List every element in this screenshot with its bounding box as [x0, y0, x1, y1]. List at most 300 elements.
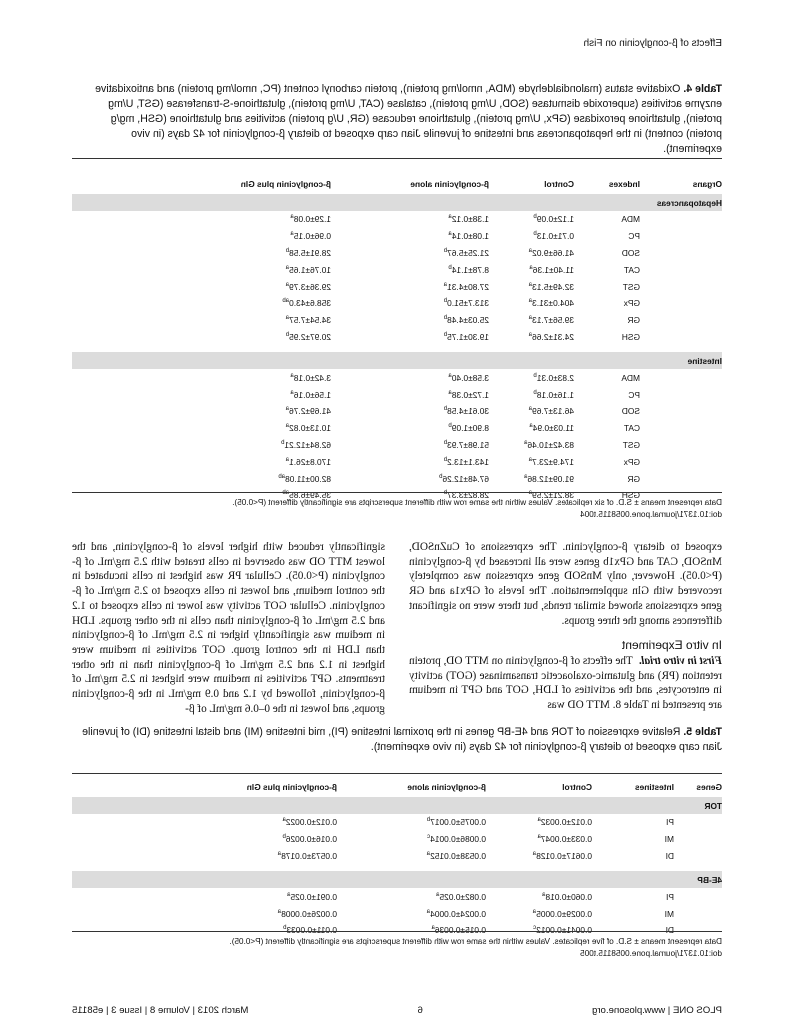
table4-value: 20.97±2.95 [289, 331, 331, 342]
table4-cell-index: GR [627, 315, 640, 326]
table4-cell-value [331, 278, 489, 295]
table4-cell-value [72, 420, 331, 437]
table4-cell-index: GSH [621, 331, 640, 342]
table4-cell-value [331, 329, 489, 346]
table4-superscript: a [290, 231, 294, 238]
table4-superscript: b [533, 231, 537, 238]
table5-superscript: b [282, 834, 286, 841]
table4-cell-empty [640, 312, 722, 329]
table4-section-row [72, 194, 722, 211]
table5-header-cell: β-conglycinin alone [407, 781, 486, 792]
table4-superscript: b [281, 440, 285, 447]
table5-note-text: Data represent means ± S.D. of five replicates. Values within the same row with different superscripts are significantly different (P<0.05). [229, 937, 722, 946]
table4-cell-value [72, 470, 331, 487]
table4-superscript: b [443, 315, 448, 322]
table5-superscript: a [287, 891, 291, 898]
table5-cell-value [72, 831, 337, 848]
table4-value: 34.54±7.57 [289, 315, 331, 326]
table4-value: 19.30±1.75 [447, 331, 489, 342]
table5-value: 0.060±0.018 [545, 891, 592, 902]
table4-superscript: ab [282, 298, 290, 305]
table4-label: Table 4. [683, 83, 722, 95]
table5-cell-empty [674, 814, 722, 831]
table5-superscript: b [283, 925, 287, 932]
table4-value: 404.0±31.3 [532, 298, 574, 309]
table5-value: 0.0075±0.0017 [430, 817, 486, 828]
table4-grid [72, 173, 722, 504]
table4-cell-value [489, 278, 574, 295]
table4-cell-value [72, 369, 331, 386]
table5-cell-index: DI [665, 850, 674, 861]
table4-superscript: b [443, 456, 448, 463]
table4-value: 143.1±13.2 [447, 456, 489, 467]
table5-superscript: a [431, 925, 435, 932]
table5-note [72, 936, 722, 960]
table4-superscript: a [448, 372, 452, 379]
table4-superscript: a [285, 423, 290, 430]
table5-cell-index: DI [665, 925, 674, 936]
table4-value: 3.58±0.40 [451, 372, 489, 383]
table4-cell-value [72, 312, 331, 329]
table4-row [72, 278, 722, 295]
table4-superscript: b [443, 248, 448, 255]
table5-superscript: a [277, 908, 282, 915]
table4-superscript: ab [278, 473, 286, 480]
table4-row [72, 261, 722, 278]
table4-cell-empty [640, 369, 722, 386]
table4-cell-index: MDA [621, 214, 640, 225]
table4-superscript: b [443, 406, 448, 413]
table4-superscript: b [448, 423, 452, 430]
table5-superscript: a [537, 834, 541, 841]
table5-label: Table 5. [683, 726, 722, 738]
table4-cell-value [331, 295, 489, 312]
table4-value: 0.71±0.13 [536, 231, 574, 242]
table4-cell-value [331, 420, 489, 437]
table4-cell-value [489, 211, 574, 228]
table4-cell-index: SOD [621, 247, 640, 258]
table4-cell-value [489, 453, 574, 470]
body-right-paragraph: significantly reduced with higher levels of β-conglycinin, and the lowest MTT OD was observed in cells treated with 2.5 mg/mL of β-conglycinin (P<0.05). Cellular PR was highest in cells incubated in the control medium, and lowest in cells exposed to 2.5 mg/mL of β-conglycinin. Cellular GOT activity was lower in cells exposed to 1.2 and 2.5 mg/mL of β-conglycinin than cells in the other groups. LDH in medium was significantly higher in 2.5 mg/mL of β-conglycinin than LDH in the control group. GOT activities in medium were highest in 1.2 and 2.5 mg/mL of β-conglycinin than in the other treatments. GPT activities in medium were highest in 2.5 mg/mL of β-conglycinin, followed by 1.2 and 0.9 mg/mL in the β-conglycinin groups, and lowest in the 0–0.6 mg/mL of β- [72, 541, 385, 715]
table5-row [72, 905, 722, 922]
table4-cell-value [331, 386, 489, 403]
table4-value: 8.90±1.09 [451, 423, 489, 434]
table4-superscript: a [529, 264, 533, 271]
table4-note-text: Data represent means ± S.D. of six replicates. Values within the same row with different superscripts are significantly different (P<0.05). [232, 498, 722, 507]
table4-cell-value [489, 470, 574, 487]
table4-superscript: b [443, 332, 448, 339]
table4-cell-value [331, 437, 489, 454]
table4-superscript: b [285, 248, 290, 255]
table4-superscript: a [285, 281, 290, 288]
table5-row [72, 888, 722, 905]
table5-superscript: a [426, 908, 431, 915]
table4-note [72, 497, 722, 521]
table4-value: 39.56±7.13 [532, 315, 574, 326]
table4-cell-value [331, 403, 489, 420]
table4-cell-empty [640, 403, 722, 420]
table5-value: 0.012±0.0022 [285, 817, 337, 828]
table4-superscript: a [448, 214, 452, 221]
table4-cell-value [72, 329, 331, 346]
table5-spacer-cell [72, 864, 722, 871]
table4-value: 35.49±6.85 [289, 490, 331, 501]
table4-row [72, 403, 722, 420]
table5-value: 0.082±0.025 [439, 891, 486, 902]
table4-value: 38.21±2.59 [532, 490, 574, 501]
table5-value: 0.0538±0.0152 [430, 850, 486, 861]
table5-cell-value [337, 888, 486, 905]
table4-section-row [72, 352, 722, 369]
table4-cell-value [489, 437, 574, 454]
table5-bottom-rule [72, 931, 722, 932]
table4-superscript: a [528, 248, 533, 255]
table4-value: 41.66±9.02 [532, 247, 574, 258]
table5-value: 0.0024±0.0004 [430, 908, 486, 919]
table4-value: 83.42±10.46 [527, 439, 574, 450]
table4-cell-index: GSH [621, 490, 640, 501]
table4-row [72, 329, 722, 346]
table4-value: 62.84±12.21 [284, 439, 331, 450]
table4-cell-empty [640, 261, 722, 278]
table4-superscript: a [285, 406, 290, 413]
table5-value: 0.0617±0.0128 [536, 850, 592, 861]
table4-cell-value [489, 403, 574, 420]
table4-superscript: a [528, 332, 533, 339]
table5-superscript: a [542, 891, 546, 898]
running-title: Effects of β-conglycinin on Fish [583, 38, 722, 49]
table5-superscript: a [277, 851, 282, 858]
table4-caption [75, 82, 722, 157]
table4-cell-index: MDA [621, 372, 640, 383]
table5-cell-value [72, 888, 337, 905]
table5-caption [75, 725, 722, 755]
table5-row [72, 848, 722, 865]
table4-superscript: a [285, 264, 290, 271]
table4-value: 1.56±0.16 [293, 389, 331, 400]
table5-value: 0.011±0.0033 [286, 925, 337, 936]
table5-superscript: a [537, 817, 541, 824]
table5-cell-empty [674, 831, 722, 848]
table5-header-cell: Intestines [634, 781, 674, 792]
table4-superscript: b [439, 473, 443, 480]
table4-value: 28.91±5.58 [289, 247, 331, 258]
footer-issue: March 2013 | Volume 8 | Issue 3 | e58115 [72, 1005, 249, 1016]
table4-spacer-row [72, 345, 722, 352]
table4-value: 91.09±12.86 [527, 473, 574, 484]
table4-value: 27.80±4.31 [447, 281, 489, 292]
table4-cell-empty [640, 470, 722, 487]
table5-cell-value [486, 888, 592, 905]
table4-superscript: a [528, 490, 533, 497]
table5-grid [72, 776, 722, 939]
table4-superscript: a [448, 389, 452, 396]
table4-cell-empty [640, 329, 722, 346]
table5-superscript: c [427, 834, 431, 841]
table4-cell-value [489, 369, 574, 386]
table4-cell-value [72, 386, 331, 403]
table4-superscript: a [285, 315, 290, 322]
table4-value: 29.36±3.79 [289, 281, 331, 292]
table4-value: 67.48±12.26 [442, 473, 489, 484]
page-footer [72, 1005, 722, 1016]
table4-cell-value [489, 228, 574, 245]
table5-header-cell: β-conglycinin plus Gln [246, 781, 337, 792]
table4-cell-value [72, 261, 331, 278]
table5-cell-value [337, 831, 486, 848]
table4-row [72, 211, 722, 228]
table4-superscript: a [524, 473, 528, 480]
table4-doi: doi:10.1371/journal.pone.0058115.t004 [580, 510, 722, 519]
table4-cell-index: GST [622, 439, 640, 450]
table5-cell-empty [674, 848, 722, 865]
table4-superscript: b [533, 372, 537, 379]
table5-cell-empty [674, 905, 722, 922]
table4-value: 1.08±0.14 [451, 231, 489, 242]
table4-value: 30.61±4.58 [447, 406, 489, 417]
table4-cell-index: CAT [623, 264, 640, 275]
table4-cell-empty [640, 437, 722, 454]
table4-spacer-cell [72, 345, 722, 352]
table5-section-row [72, 797, 722, 814]
table4-superscript: a [290, 372, 294, 379]
table5-header-cell: Control [562, 781, 592, 792]
table4-cell-value [489, 312, 574, 329]
table4-cell-empty [640, 278, 722, 295]
table4-value: 10.13±0.82 [289, 423, 331, 434]
table5-value: 0.016±0.0026 [285, 834, 337, 845]
table5-value: 0.0086±0.0014 [430, 834, 486, 845]
table5-cell-value [486, 831, 592, 848]
table4-row [72, 245, 722, 262]
table4-value: 51.98±7.93 [447, 439, 489, 450]
table4-cell-value [72, 453, 331, 470]
table4-superscript: a [443, 281, 448, 288]
table5-value: 0.015±0.0036 [434, 925, 486, 936]
table4-value: 46.13±7.69 [532, 406, 574, 417]
table4-cell-index: SOD [621, 406, 640, 417]
body-left-paragraph: exposed to dietary β-conglycinin. The expressions of CuZnSOD, MnSOD, CAT and GPx1b genes were all increased by β-conglycinin (P<0.05). However, only MnSOD gene expression was completely recovered with Gln supplementation. The levels of GPx1a and GR gene expressions showed similar trends, but there were no significant differences among the three groups. [409, 541, 722, 627]
table5-value: 0.033±0.0047 [540, 834, 592, 845]
table5-superscript: c [533, 925, 537, 932]
table4-value: 28.82±3.37 [447, 490, 489, 501]
table4-cell-value [72, 437, 331, 454]
table5-cell-index: MI [664, 834, 674, 845]
table4-superscript: a [528, 456, 533, 463]
table4-cell-index: GPx [623, 298, 640, 309]
table4-cell-value [489, 420, 574, 437]
table5-cell-value [72, 905, 337, 922]
table4-superscript: b [533, 214, 537, 221]
table4-superscript: a [285, 456, 290, 463]
table4-cell-value [331, 453, 489, 470]
table5-section-label: 4E-BP [72, 871, 722, 888]
table4-value: 11.03±0.94 [532, 423, 574, 434]
table4-cell-index: GST [622, 281, 640, 292]
footer-journal: PLOS ONE | www.plosone.org [592, 1005, 722, 1016]
table4-value: 21.25±5.67 [447, 247, 489, 258]
table5-value: 0.0026±0.0008 [281, 908, 337, 919]
table5-superscript: b [426, 817, 431, 824]
table5-cell-value [486, 848, 592, 865]
table4-superscript: a [528, 315, 533, 322]
table5-cell-index: PI [666, 891, 674, 902]
table4-value: 0.96±0.15 [293, 231, 331, 242]
table4-value: 313.7±51.0 [447, 298, 489, 309]
table5-header-row [72, 776, 722, 797]
table5-row [72, 831, 722, 848]
table5-cell-empty [674, 888, 722, 905]
table4-header-cell: β-conglycinin plus Gln [240, 178, 331, 189]
table4-header-row [72, 173, 722, 194]
table4-value: 25.03±4.48 [447, 315, 489, 326]
table4-cell-value [489, 329, 574, 346]
table4-cell-value [72, 278, 331, 295]
table5-value: 0.0573±0.0178 [281, 850, 337, 861]
body-right-column [72, 540, 385, 716]
table4-value: 10.76±1.65 [289, 264, 331, 275]
table5-section-row [72, 871, 722, 888]
table4-caption-text: Oxidative status (malondialdehyde (MDA, nmol/mg protein), protein carbonyl content (PC, nmol/mg protein) and antioxidative enzyme activities (superoxide dismutase (SOD, U/mg protein), catalase (CAT, U/mg protein), glutathione-S-transferase (GST, U/mg protein), glutathione peroxidase (GPx, U/mg protein), glutathione reducase (GR, U/g protein) activities and glutathione (GSH, mg/g protein) content) in the hepatopancreas and intestine of juvenile Jian carp exposed to dietary β-conglycinin for 42 days (in vivo experiment). [95, 83, 722, 155]
table5-top-rule [72, 773, 722, 774]
table4-top-rule [72, 158, 722, 159]
table4-superscript: b [285, 332, 290, 339]
table4-cell-index: PC [628, 389, 640, 400]
table4-row [72, 386, 722, 403]
table4-cell-value [72, 211, 331, 228]
table5-caption-text: Relative expression of TOR and 4E-BP genes in the proximal intestine (PI), mid intestine (MI) and distal intestine (DI) of juvenile Jian carp exposed to dietary β-conglycinin for 42 days (in vivo experiment). [82, 726, 722, 753]
body-left-paragraph-2 [409, 654, 722, 713]
table4-cell-value [331, 312, 489, 329]
table4-header-cell: Indexes [608, 178, 640, 189]
table4-superscript: a [290, 214, 294, 221]
table5-row [72, 814, 722, 831]
table4-value: 1.72±0.38 [451, 389, 489, 400]
table4-value: 82.00±11.08 [285, 473, 331, 484]
table5-superscript: a [282, 817, 286, 824]
table5-doi: doi:10.1371/journal.pone.0058115.t005 [580, 949, 722, 958]
table5-cell-index: MI [664, 908, 674, 919]
table4-cell-value [331, 245, 489, 262]
body-left-column [409, 540, 722, 713]
table4-superscript: a [528, 298, 533, 305]
table4-header-cell: Control [544, 178, 574, 189]
table4-cell-value [331, 211, 489, 228]
table4-bottom-rule [72, 492, 722, 493]
table5-superscript: a [426, 851, 431, 858]
table4-value: 41.69±2.76 [289, 406, 331, 417]
table4-cell-value [72, 228, 331, 245]
table4-value: 358.6±43.0 [289, 298, 331, 309]
table5-cell-value [337, 905, 486, 922]
table5-superscript: a [436, 891, 440, 898]
table4-superscript: a [528, 406, 533, 413]
table4-cell-index: PC [628, 231, 640, 242]
table4-value: 1.12±0.09 [536, 214, 574, 225]
table4-value: 174.9±23.7 [532, 456, 574, 467]
table5-cell-value [72, 814, 337, 831]
table4-superscript: ab [282, 490, 290, 497]
footer-page-number: 6 [417, 1005, 423, 1016]
table4-cell-value [331, 470, 489, 487]
table4-cell-value [331, 369, 489, 386]
table4-row [72, 453, 722, 470]
table5-cell-value [486, 905, 592, 922]
table5-section-label: TOR [72, 797, 722, 814]
table4-superscript: b [533, 389, 537, 396]
table5-cell-value [337, 814, 486, 831]
first-trial-text: The effects of β-conglycinin on MTT OD, protein retention (PR) and glutamic-oxaloacetic transaminase (GOT) activity in enterocytes, and the activities of LDH, GOT and GPT in medium are presented in Table 8. MTT OD was [409, 654, 722, 712]
table4-superscript: a [290, 389, 294, 396]
table4-value: 1.38±0.12 [451, 214, 489, 225]
table4-row [72, 420, 722, 437]
table4-superscript: a [529, 423, 533, 430]
table4-row [72, 295, 722, 312]
table4-cell-empty [640, 453, 722, 470]
table4-superscript: b [448, 264, 452, 271]
table4-row [72, 312, 722, 329]
table4-superscript: b [443, 440, 448, 447]
table4-row [72, 369, 722, 386]
table5-superscript: a [532, 851, 537, 858]
table4-cell-empty [640, 420, 722, 437]
table4-cell-value [72, 295, 331, 312]
table4-row [72, 437, 722, 454]
table4-cell-value [72, 403, 331, 420]
table4-value: 1.29±0.08 [293, 214, 331, 225]
table4-row [72, 228, 722, 245]
table5-cell-index: PI [666, 817, 674, 828]
table4-row [72, 470, 722, 487]
table5-value: 0.0041±0.0012 [536, 925, 592, 936]
table5-value: 0.0029±0.0005 [536, 908, 592, 919]
table4-superscript: a [524, 440, 528, 447]
table4-superscript: a [528, 281, 533, 288]
table4-value: 1.16±0.18 [536, 389, 574, 400]
table4-cell-empty [640, 386, 722, 403]
table4-section-label: Hepatopancreas [72, 194, 722, 211]
table4-value: 32.49±5.13 [532, 281, 574, 292]
table4-header-cell: β-conglycinin alone [410, 178, 489, 189]
first-trial-label: First in vitro trial. [638, 654, 722, 667]
table4-cell-empty [640, 295, 722, 312]
table4-value: 2.83±0.31 [536, 372, 574, 383]
table5-superscript: a [532, 908, 537, 915]
table4 [72, 173, 722, 504]
table4-cell-empty [640, 245, 722, 262]
table4-superscript: a [448, 231, 452, 238]
table4-value: 11.40±1.36 [532, 264, 574, 275]
table4-value: 3.42±0.18 [293, 372, 331, 383]
table4-section-label: Intestine [72, 352, 722, 369]
table5-cell-value [72, 848, 337, 865]
table5-header-cell: Genes [696, 781, 722, 792]
table4-cell-index: GR [627, 473, 640, 484]
table4-cell-index: GPx [623, 456, 640, 467]
table4-value: 170.8±26.1 [289, 456, 331, 467]
table5-cell-value [486, 814, 592, 831]
table4-cell-value [331, 228, 489, 245]
table5 [72, 776, 722, 939]
table4-superscript: b [443, 490, 448, 497]
table4-cell-value [489, 295, 574, 312]
table4-superscript: b [443, 298, 448, 305]
table5-spacer-row [72, 864, 722, 871]
table4-cell-value [489, 245, 574, 262]
table4-cell-index: CAT [623, 423, 640, 434]
table4-cell-value [489, 261, 574, 278]
table5-cell-value [337, 848, 486, 865]
